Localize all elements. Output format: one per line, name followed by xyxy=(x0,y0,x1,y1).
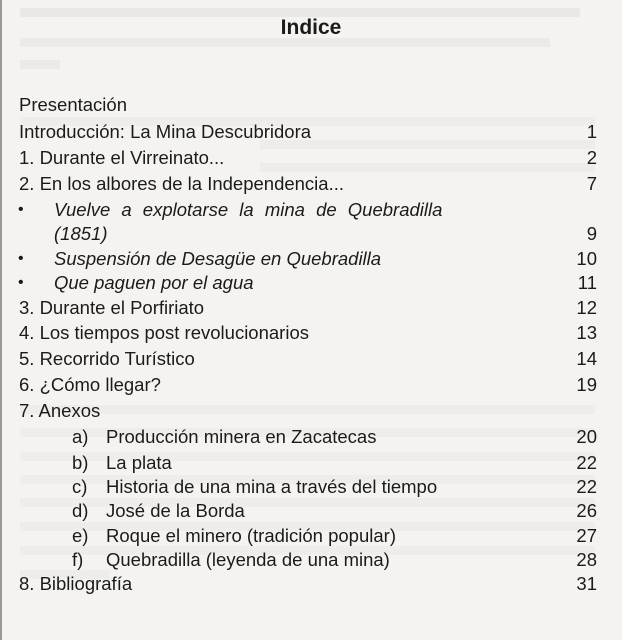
toc-entry-recorrido xyxy=(0,347,622,371)
toc-subentry-borda xyxy=(0,499,622,523)
toc-entry-label: 7. Anexos xyxy=(19,400,101,421)
toc-entry-label: 8. Bibliografía xyxy=(19,573,133,594)
toc-entry-agua xyxy=(0,271,622,295)
toc-entry-label: 4. Los tiempos post revolucionarios xyxy=(19,322,309,343)
toc-page-number: 10 xyxy=(576,248,597,269)
toc-entry-label: Presentación xyxy=(19,94,127,115)
toc-entry-desague xyxy=(0,247,622,271)
toc-page-number: 2 xyxy=(586,147,597,168)
toc-page-number: 9 xyxy=(586,223,597,244)
toc-page-number: 12 xyxy=(576,297,597,318)
toc-page-number: 7 xyxy=(586,173,597,194)
toc-page-number: 20 xyxy=(576,426,597,447)
toc-entry-label: 6. ¿Cómo llegar? xyxy=(19,374,161,395)
toc-subentry-marker: d) xyxy=(72,500,89,521)
toc-entry-label: Vuelve a explotarse la mina de Quebradilla xyxy=(54,199,443,220)
toc-page-number: 22 xyxy=(576,476,597,497)
toc-page-number: 28 xyxy=(576,549,597,570)
toc-entry-virreinato xyxy=(0,146,622,170)
toc-subentry-roque xyxy=(0,524,622,548)
toc-entry-label: José de la Borda xyxy=(106,500,245,521)
toc-entry-independencia xyxy=(0,172,622,196)
toc-page-number: 31 xyxy=(576,573,597,594)
toc-subentry-historia xyxy=(0,475,622,499)
toc-entry-label: Que paguen por el agua xyxy=(54,272,254,293)
toc-entry-como-llegar xyxy=(0,373,622,397)
toc-page-number: 27 xyxy=(576,525,597,546)
toc-entry-label: Roque el minero (tradición popular) xyxy=(106,525,396,546)
toc-subentry-marker: c) xyxy=(72,476,88,497)
toc-entry-introduccion xyxy=(0,120,622,144)
toc-entry-anexos xyxy=(0,399,622,423)
toc-entry-label: Historia de una mina a través del tiempo xyxy=(106,476,438,497)
bullet-icon: • xyxy=(18,274,24,291)
toc-subentry-plata xyxy=(0,451,622,475)
toc-subentry-leyenda xyxy=(0,548,622,572)
toc-page-number: 13 xyxy=(576,322,597,343)
toc-subentry-marker: a) xyxy=(72,426,89,447)
toc-subentry-marker: b) xyxy=(72,452,89,473)
toc-page-number: 26 xyxy=(576,500,597,521)
bullet-icon: • xyxy=(18,201,24,218)
toc-entry-label: Introducción: La Mina Descubridora xyxy=(19,121,312,142)
toc-subentry-marker: e) xyxy=(72,525,89,546)
toc-entry-label: Producción minera en Zacatecas xyxy=(106,426,377,447)
toc-page-number: 19 xyxy=(576,374,597,395)
toc-entry-bibliografia xyxy=(0,572,622,596)
bullet-icon: • xyxy=(18,250,24,267)
toc-entry-porfiriato xyxy=(0,296,622,320)
toc-entry-label: Suspensión de Desagüe en Quebradilla xyxy=(54,248,382,269)
toc-entry-quebradilla xyxy=(0,198,622,222)
toc-entry-presentacion xyxy=(0,93,622,117)
toc-page-number: 14 xyxy=(576,348,597,369)
toc-entry-label: 3. Durante el Porfiriato xyxy=(19,297,205,318)
toc-entry-label: Quebradilla (leyenda de una mina) xyxy=(106,549,390,570)
toc-entry-label: 1. Durante el Virreinato... xyxy=(19,147,225,168)
toc-entry-label: La plata xyxy=(106,452,172,473)
toc-entry-label: (1851) xyxy=(54,223,108,244)
toc-page-number: 11 xyxy=(577,272,597,293)
toc-entry-post-revolucionarios xyxy=(0,321,622,345)
toc-entry-label: 5. Recorrido Turístico xyxy=(19,348,195,369)
toc-page-number: 22 xyxy=(576,452,597,473)
page-title: Indice xyxy=(280,16,342,39)
toc-page-number: 1 xyxy=(586,121,597,142)
toc-entry-1851 xyxy=(0,222,622,246)
toc-subentry-marker: f) xyxy=(72,549,84,570)
toc-entry-label: 2. En los albores de la Independencia... xyxy=(19,173,345,194)
toc-subentry-produccion xyxy=(0,425,622,449)
